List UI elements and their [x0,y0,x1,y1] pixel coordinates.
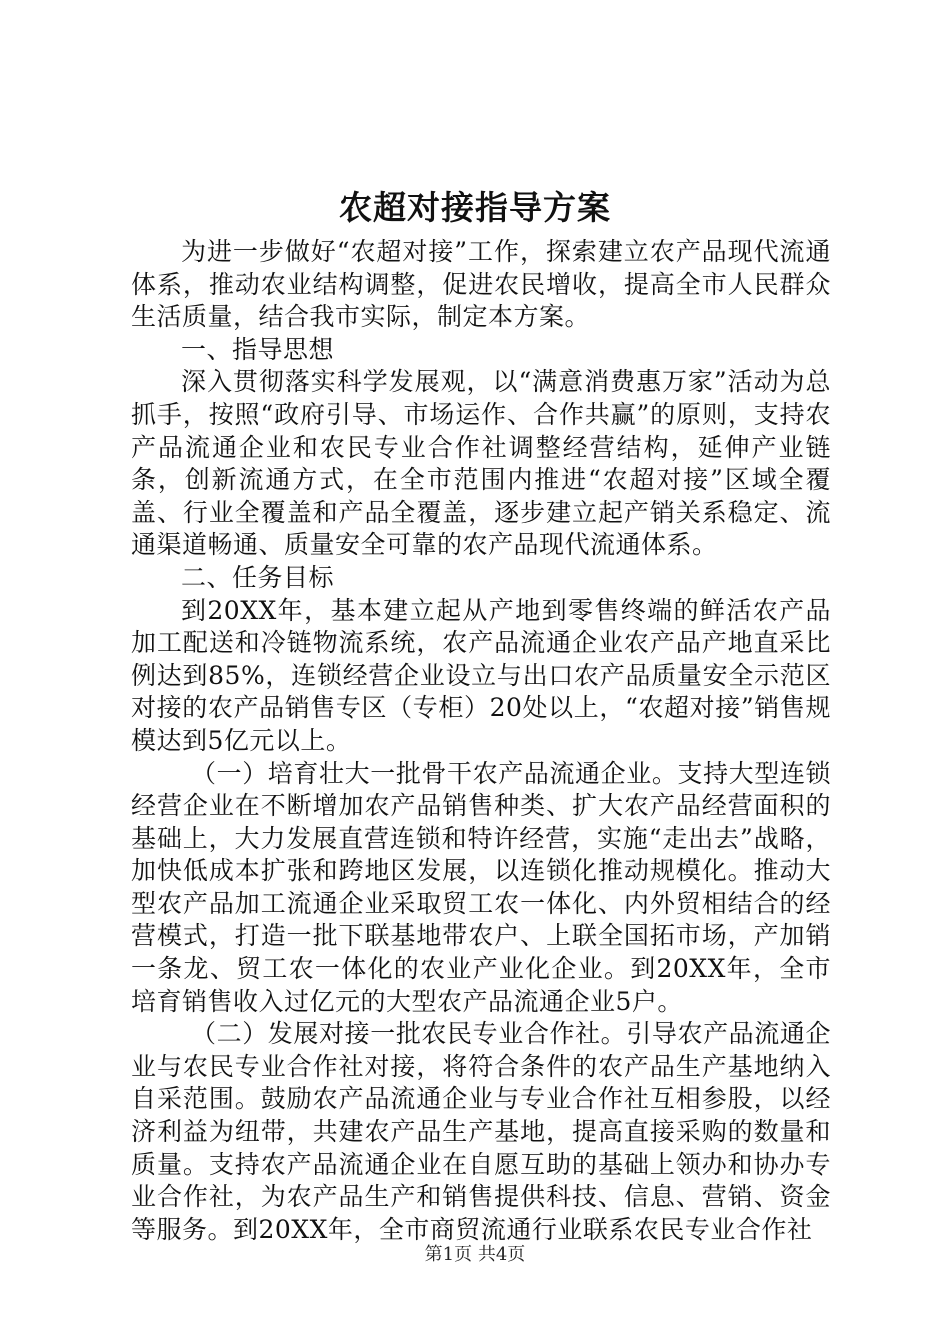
subsection-cultivate-enterprises: （一）培育壮大一批骨干农产品流通企业。支持大型连锁经营企业在不断增加农产品销售种类、扩大农产品经营面积的基础上，大力发展直营连锁和特许经营，实施“走出去”战略，加快低成本扩张和跨地区发展，以连锁化推动规模化。推动大型农产品加工流通企业采取贸工农一体化、内外贸相结合的经营模式，打造一批下联基地带农户、上联全国拓市场，产加销一条龙、贸工农一体化的农业产业化企业。到20XX年，全市培育销售收入过亿元的大型农产品流通企业5户。 [131,758,831,1016]
section-heading-task-goals: 二、任务目标 [181,562,335,592]
subsection-cooperatives: （二）发展对接一批农民专业合作社。引导农产品流通企业与农民专业合作社对接，将符合条件的农产品生产基地纳入自采范围。鼓励农产品流通企业与专业合作社互相参股，以经济利益为纽带，共建农产品生产基地，提高直接采购的数量和质量。支持农产品流通企业在自愿互助的基础上领办和协办专业合作社，为农产品生产和销售提供科技、信息、营销、资金等服务。到20XX年，全市商贸流通行业联系农民专业合作社 [131,1019,831,1244]
page-number-footer: 第1页 共4页 [424,1244,526,1265]
section-heading-guiding-ideology: 一、指导思想 [181,334,335,364]
document-title: 农超对接指导方案 [339,188,611,227]
task-goals-paragraph: 到20XX年，基本建立起从产地到零售终端的鲜活农产品加工配送和冷链物流系统，农产品流通企业农产品产地直采比例达到85%，连锁经营企业设立与出口农产品质量安全示范区对接的农产品销售专区（专柜）20处以上，“农超对接”销售规模达到5亿元以上。 [131,595,831,755]
guiding-ideology-paragraph: 深入贯彻落实科学发展观，以“满意消费惠万家”活动为总抓手，按照“政府引导、市场运作、合作共赢”的原则，支持农产品流通企业和农民专业合作社调整经营结构，延伸产业链条，创新流通方式，在全市范围内推进“农超对接”区域全覆盖、行业全覆盖和产品全覆盖，逐步建立起产销关系稳定、流通渠道畅通、质量安全可靠的农产品现代流通体系。 [131,367,831,560]
intro-paragraph: 为进一步做好“农超对接”工作，探索建立农产品现代流通体系，推动农业结构调整，促进农民增收，提高全市人民群众生活质量，结合我市实际，制定本方案。 [131,237,831,332]
document-body [131,236,831,1246]
